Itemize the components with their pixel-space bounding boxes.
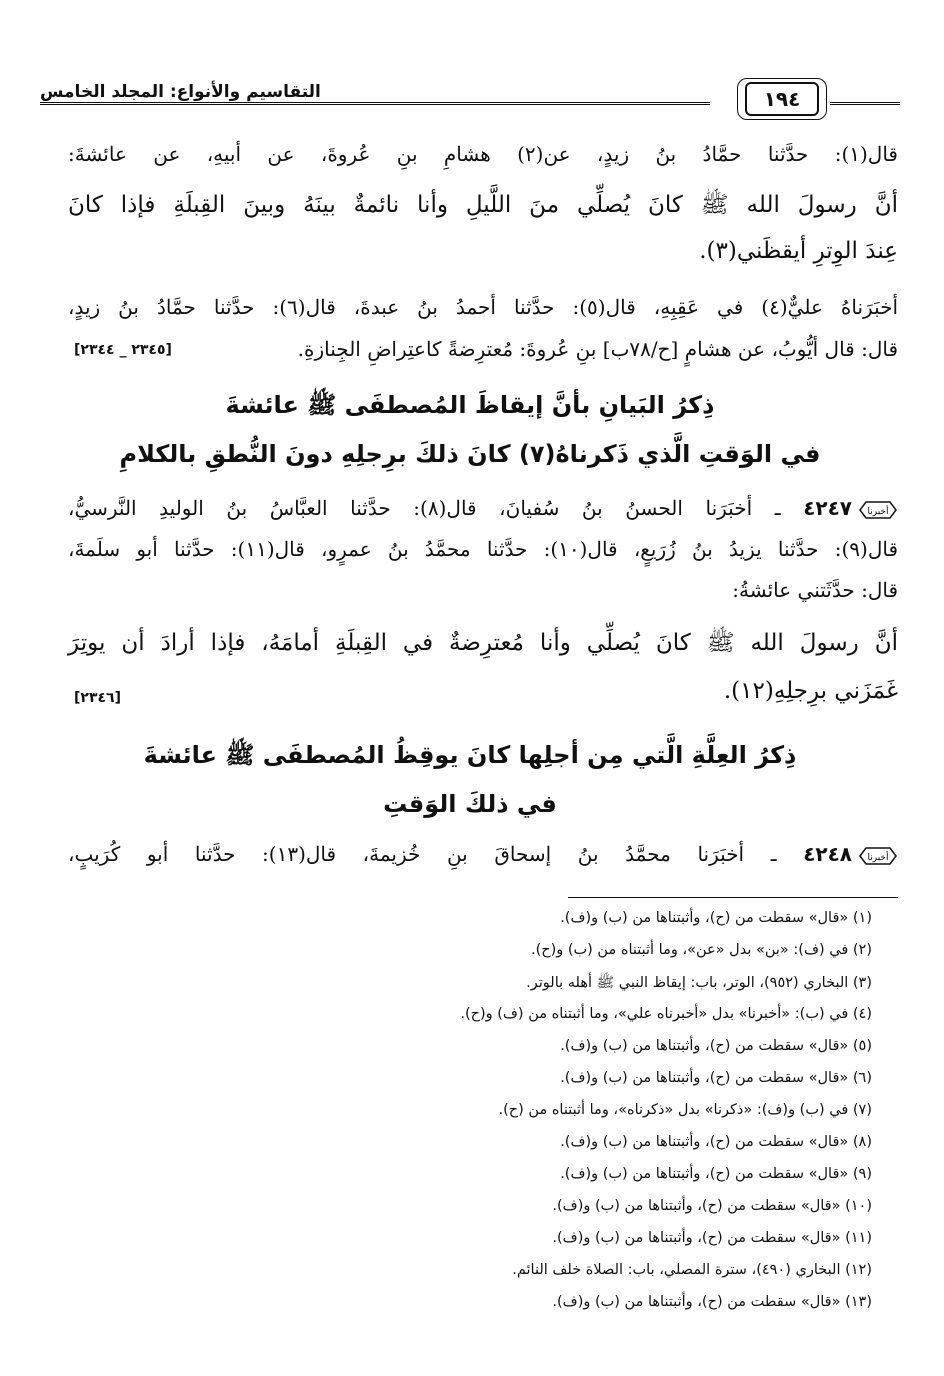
footnote: (٥) «قال» سقطت من (ح)، وأثبتناها من (ب) و(ف). [560,1038,872,1054]
footnote: (١٢) البخاري (٤٩٠)، سترة المصلي، باب: الصلاة خلف النائم. [512,1262,872,1278]
footnote: (٩) «قال» سقطت من (ح)، وأثبتناها من (ب) و(ف). [560,1166,872,1182]
text-line: قال: حدَّثَتني عائشةُ: [732,578,898,602]
cross-reference: [٢٣٤٦] [74,690,121,706]
khabar-icon [858,845,898,867]
chapter-heading: ذِكرُ البَيانِ بأنَّ إيقاظَ المُصطفَى ﷺ عائشةَ [225,391,715,419]
khabar-icon-label: أخبرنا [867,852,889,863]
footnote: (١٣) «قال» سقطت من (ح)، وأثبتناها من (ب) و(ف). [552,1294,872,1310]
text-line: قال(٩): حدَّثنا يزيدُ بنُ زُرَيعٍ، قال(١٠): حدَّثنا محمَّدُ بنُ عمرٍو، قال(١١): حدَّثنا أبو سلَمةَ، [68,537,899,561]
hadith-text-line: عِندَ الوِترِ أيقظَني(٣). [699,238,898,264]
khabar-icon-label: أخبرنا [867,506,889,517]
text-line: قال(١): حدَّثنا حمَّادُ بنُ زيدٍ، عن(٢) هشامِ بنِ عُروةَ، عن أبيهِ، عن عائشةَ: [68,142,898,166]
chapter-heading: ذِكرُ العِلَّةِ الَّتي مِن أجلِها كانَ يوقِظُ المُصطفَى ﷺ عائشةَ [143,741,797,769]
running-header [40,74,900,114]
text-line: ـ أخبَرَنا محمَّدُ بنُ إسحاقَ بنِ خُزيمةَ، قال(١٣): حدَّثنا أبو كُرَيبٍ، [68,842,777,866]
hadith-text-line: غَمَزَني برِجلِهِ(١٢). [723,678,898,704]
text-line: قال: قال أيُّوبُ، عن هشامٍ [ح/٧٨ب] بنِ عُروةَ: مُعترِضةً كاعتِراضِ الجِنازةِ. [297,337,898,361]
hadith-opening-line [68,496,898,521]
hadith-text-line: أنَّ رسولَ الله ﷺ كانَ يُصلِّي وأنا مُعترِضةٌ في القِبلَةِ أمامَهُ، فإذا أرادَ أن يوتِرَ [68,630,898,656]
footnote: (٨) «قال» سقطت من (ح)، وأثبتناها من (ب) و(ف). [560,1134,872,1150]
footnote: (١٠) «قال» سقطت من (ح)، وأثبتناها من (ب) و(ف). [552,1198,872,1214]
khabar-icon [858,499,898,521]
footnote-separator [568,897,898,898]
hadith-opening-line [68,842,898,867]
footnote: (١١) «قال» سقطت من (ح)، وأثبتناها من (ب) و(ف). [552,1230,872,1246]
hadith-text-line: أنَّ رسولَ الله ﷺ كانَ يُصلِّي منَ اللَّيلِ وأنا نائمةٌ بينَهُ وبينَ القِبلَةِ فإذا كانَ [68,192,898,218]
cross-reference: [٢٣٤٥ _ ٢٣٤٤] [74,342,172,358]
header-rule-left [40,102,710,105]
header-rule-right [830,102,900,105]
chapter-heading: في الوَقتِ الَّذي ذَكرناهُ(٧) كانَ ذلكَ برِجلِهِ دونَ النُّطقِ بالكلامِ [119,440,821,468]
hadith-number: ٤٢٤٧ [803,496,853,520]
footnote: (١) «قال» سقطت من (ح)، وأثبتناها من (ب) و(ف). [560,910,872,926]
footnote: (٣) البخاري (٩٥٢)، الوتر، باب: إيقاظ النبي ﷺ أهله بالوتر. [526,975,872,991]
hadith-number: ٤٢٤٨ [803,842,853,866]
footnote: (٦) «قال» سقطت من (ح)، وأثبتناها من (ب) و(ف). [560,1070,872,1086]
text-line: أخبَرَناهُ عليٌّ(٤) في عَقِبِهِ، قال(٥): حدَّثنا أحمدُ بنُ عبدةَ، قال(٦): حدَّثنا حمَّادُ بنُ زيدٍ، [68,295,899,319]
footnote: (٧) في (ب) و(ف): «ذكرنا» بدل «ذكرناه»، وما أثبتناه من (ح). [498,1102,872,1118]
footnote: (٤) في (ب): «أخبرنا» بدل «أخبرناه علي»، وما أثبتناه من (ف) و(ح). [460,1006,872,1022]
footnote: (٢) في (ف): «بن» بدل «عن»، وما أثبتناه من (ب) و(ح). [530,942,872,958]
chapter-heading: في ذلكَ الوَقتِ [383,790,557,818]
text-line: ـ أخبَرَنا الحسنُ بنُ سُفيانَ، قال(٨): حدَّثنا العبَّاسُ بنُ الوليدِ النَّرسيُّ، [68,496,781,520]
page-number: ١٩٤ [745,82,819,116]
running-title: التقاسيم والأنواع: المجلد الخامس [40,82,321,102]
